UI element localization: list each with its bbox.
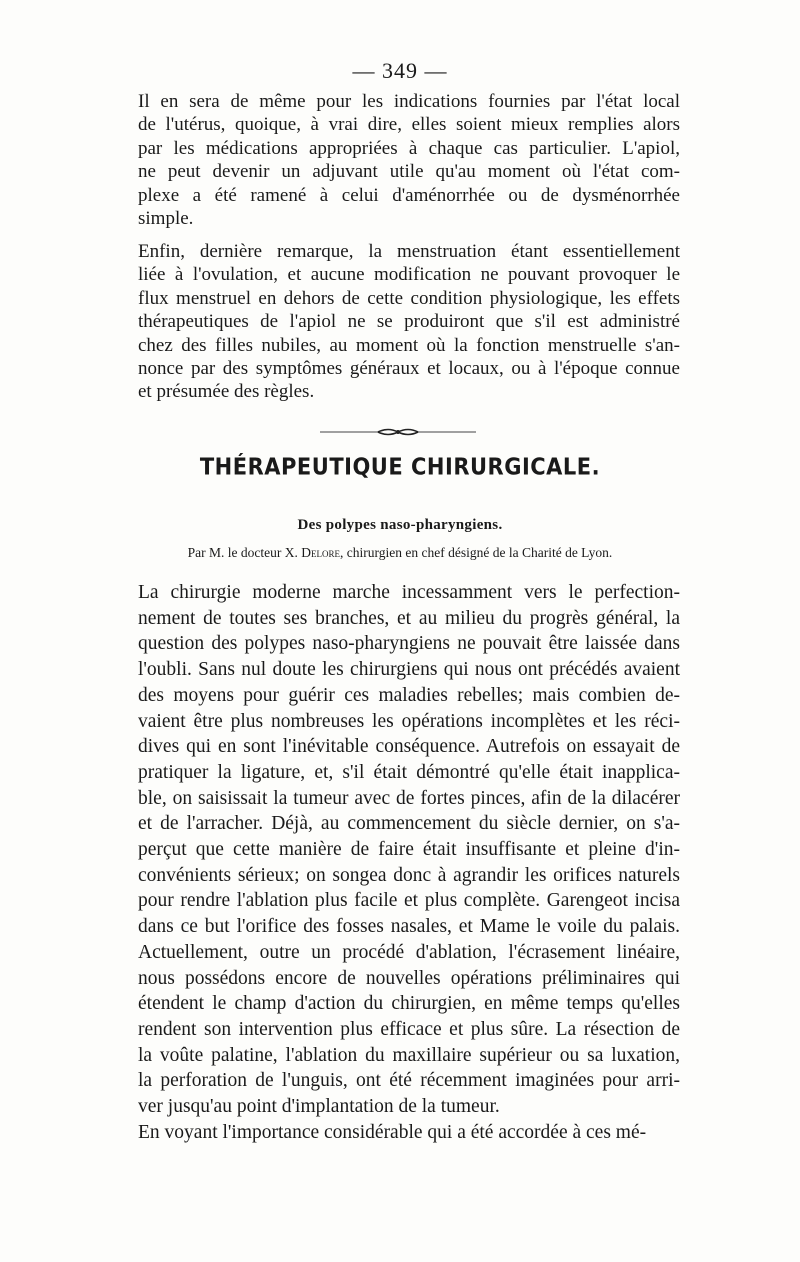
- text-line: En voyant l'importance considérable qui a été accordée à ces mé-: [138, 1121, 647, 1143]
- text-line: La chirurgie moderne marche incessamment vers le perfection-: [138, 582, 680, 603]
- text-line: vaient être plus nombreuses les opérations incomplètes et les réci-: [138, 710, 680, 732]
- text-line: pour rendre l'ablation plus facile et plus complète. Garengeot incisa: [138, 890, 680, 912]
- text-line: Actuellement, outre un procédé d'ablation, l'écrasement linéaire,: [138, 941, 680, 963]
- byline-suffix: , chirurgien en chef désigné de la Charité de Lyon.: [340, 545, 613, 560]
- text-line: ne peut devenir un adjuvant utile qu'au moment où l'état com-: [138, 161, 680, 183]
- text-line: nonce par des symptômes généraux et locaux, ou à l'époque connue: [138, 358, 680, 380]
- byline-author: Delore: [301, 545, 341, 560]
- article-byline: [0, 545, 800, 561]
- text-line: par les médications appropriées à chaque cas particulier. L'apiol,: [138, 137, 680, 159]
- text-line: ble, on saisissait la tumeur avec de fortes pinces, afin de la dilacérer: [138, 787, 680, 809]
- paragraph-menstruation-remark: [138, 240, 680, 404]
- text-line: rendent son intervention plus efficace et plus sûre. La résection de: [138, 1018, 680, 1040]
- text-line: convénients sérieux; on songea donc à agrandir les orifices naturels: [138, 864, 680, 886]
- paragraph-apiol-indications: [138, 90, 680, 230]
- article-title: Des polypes naso-pharyngiens.: [297, 517, 503, 533]
- text-line: des moyens pour guérir ces maladies rebelles; mais combien de-: [138, 684, 680, 706]
- text-line: Enfin, dernière remarque, la menstruation étant essentiellement: [138, 241, 680, 262]
- text-line: dans ce but l'orifice des fosses nasales, et Mame le voile du palais.: [138, 916, 680, 938]
- text-line: dives qui en sont l'inévitable conséquence. Autrefois on essayait de: [138, 736, 680, 758]
- section-heading: THÉRAPEUTIQUE CHIRURGICALE.: [199, 454, 601, 480]
- paragraph-polypes-introduction: [138, 580, 680, 1145]
- text-line: chez des filles nubiles, au moment où la fonction menstruelle s'an-: [138, 334, 680, 356]
- text-line: la voûte palatine, l'ablation du maxillaire supérieur ou sa luxation,: [138, 1044, 680, 1066]
- page-number: — 349 —: [352, 58, 448, 83]
- text-line: la perforation de l'unguis, ont été récemment imaginées pour arri-: [138, 1070, 680, 1092]
- text-line: liée à l'ovulation, et aucune modification ne pouvant provoquer le: [138, 264, 680, 286]
- text-line: et présumée des règles.: [138, 381, 315, 403]
- byline-prefix: Par M. le docteur X.: [187, 545, 298, 560]
- text-line: étendent le champ d'action du chirurgien, en même temps qu'elles: [138, 993, 680, 1015]
- text-line: ver jusqu'au point d'implantation de la tumeur.: [138, 1096, 500, 1118]
- text-line: simple.: [138, 208, 194, 230]
- text-line: l'oubli. Sans nul doute les chirurgiens qui nous ont précédés avaient: [138, 659, 680, 681]
- text-line: thérapeutiques de l'apiol ne se produiront que s'il est administré: [138, 311, 680, 333]
- text-line: de l'utérus, quoique, à vrai dire, elles soient mieux remplies alors: [138, 114, 680, 136]
- text-line: Il en sera de même pour les indications fournies par l'état local: [138, 91, 680, 112]
- text-line: pratiquer la ligature, et, s'il était démontré qu'elle était inapplica-: [138, 761, 680, 783]
- text-line: nous possédons encore de nouvelles opérations préliminaires qui: [138, 967, 680, 989]
- text-line: perçut que cette manière de faire était insuffisante et pleine d'in-: [138, 839, 680, 861]
- text-line: flux menstruel en dehors de cette condition physiologique, les effets: [138, 287, 680, 309]
- text-line: et de l'arracher. Déjà, au commencement du siècle dernier, on s'a-: [138, 813, 680, 835]
- text-line: nement de toutes ses branches, et au milieu du progrès général, la: [138, 607, 680, 629]
- ornament-divider: [318, 426, 478, 438]
- text-line: plexe a été ramené à celui d'aménorrhée ou de dysménorrhée: [138, 184, 680, 206]
- text-line: question des polypes naso-pharyngiens ne pouvait être laissée dans: [138, 633, 680, 655]
